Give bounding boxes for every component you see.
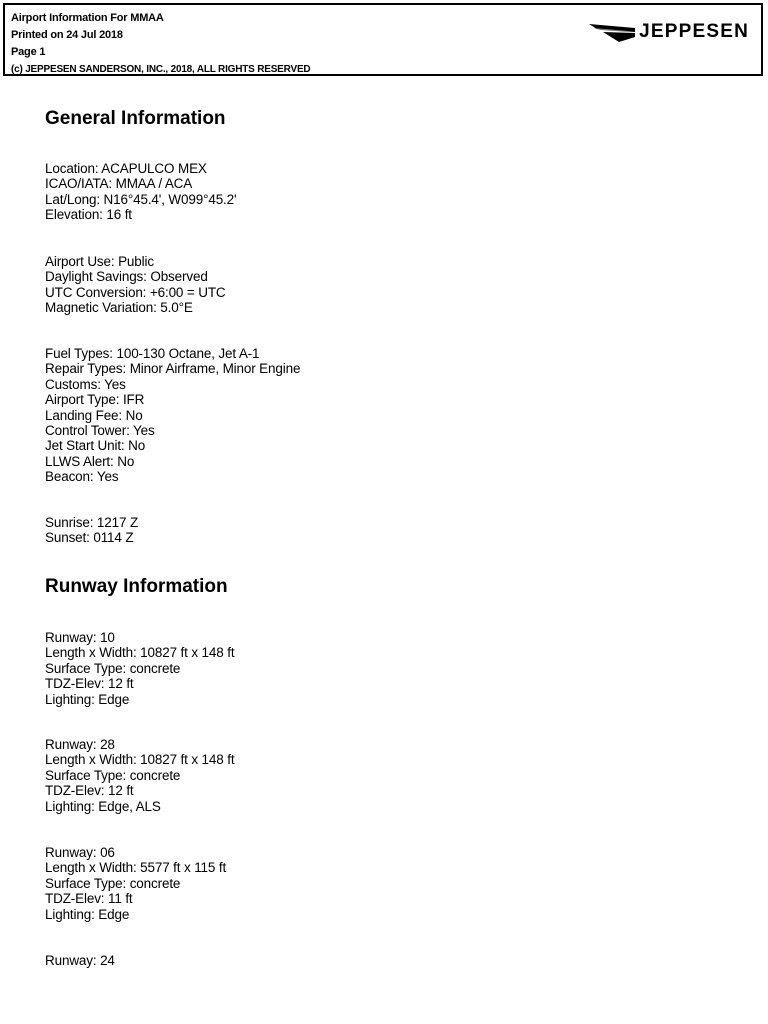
info-line: ICAO/IATA: MMAA / ACA [45, 176, 193, 192]
info-line: Airport Use: Public [45, 254, 154, 269]
page-header [3, 3, 763, 76]
info-line: LLWS Alert: No [45, 453, 135, 469]
info-line: Airport Type: IFR [45, 392, 145, 408]
header-title: Airport Information For MMAA [11, 12, 164, 24]
info-line: Lighting: Edge [45, 906, 130, 922]
location-group [45, 161, 236, 223]
info-line: UTC Conversion: +6:00 = UTC [45, 284, 226, 300]
runway-06-group [45, 845, 226, 922]
info-line: Runway: 24 [45, 953, 115, 968]
header-info [11, 10, 310, 78]
info-line: Fuel Types: 100-130 Octane, Jet A-1 [45, 346, 260, 361]
header-page-number: Page 1 [11, 46, 46, 58]
info-line: Sunrise: 1217 Z [45, 515, 139, 530]
header-copyright: (c) JEPPESEN SANDERSON, INC., 2018, ALL RIGHTS RESERVED [11, 64, 311, 75]
info-line: TDZ-Elev: 12 ft [45, 676, 134, 692]
info-line: Lighting: Edge, ALS [45, 798, 161, 814]
info-line: Repair Types: Minor Airframe, Minor Engine [45, 361, 301, 377]
info-line: Length x Width: 5577 ft x 115 ft [45, 860, 227, 876]
header-printed-date: Printed on 24 Jul 2018 [11, 29, 123, 41]
runway-28-group [45, 737, 234, 814]
services-group [45, 346, 300, 485]
runway-10-group [45, 630, 234, 707]
info-line: Daylight Savings: Observed [45, 269, 208, 285]
info-line: Customs: Yes [45, 376, 126, 392]
info-line: Elevation: 16 ft [45, 207, 132, 223]
info-line: Landing Fee: No [45, 407, 143, 423]
info-line: Jet Start Unit: No [45, 438, 146, 454]
info-line: Control Tower: Yes [45, 423, 155, 439]
runway-information-heading: Runway Information [45, 576, 228, 597]
jeppesen-swoosh-icon [589, 21, 637, 43]
jeppesen-logo-text: JEPPESEN [639, 21, 749, 42]
sun-times-group [45, 515, 138, 546]
info-line: Lat/Long: N16°45.4', W099°45.2' [45, 191, 237, 207]
info-line: Surface Type: concrete [45, 767, 181, 783]
info-line: Length x Width: 10827 ft x 148 ft [45, 752, 235, 768]
general-information-heading: General Information [45, 108, 226, 129]
runway-24-group [45, 953, 115, 968]
info-line: Beacon: Yes [45, 469, 119, 485]
info-line: TDZ-Elev: 11 ft [45, 891, 133, 907]
info-line: Runway: 28 [45, 737, 115, 752]
info-line: Length x Width: 10827 ft x 148 ft [45, 645, 235, 661]
jeppesen-logo [589, 19, 749, 45]
info-line: Surface Type: concrete [45, 875, 181, 891]
info-line: Location: ACAPULCO MEX [45, 161, 207, 176]
info-line: Sunset: 0114 Z [45, 530, 134, 546]
info-line: Lighting: Edge [45, 691, 130, 707]
info-line: Runway: 06 [45, 845, 115, 860]
info-line: Magnetic Variation: 5.0°E [45, 300, 193, 316]
airport-use-group [45, 254, 226, 316]
info-line: Surface Type: concrete [45, 660, 181, 676]
info-line: Runway: 10 [45, 630, 115, 645]
info-line: TDZ-Elev: 12 ft [45, 783, 134, 799]
